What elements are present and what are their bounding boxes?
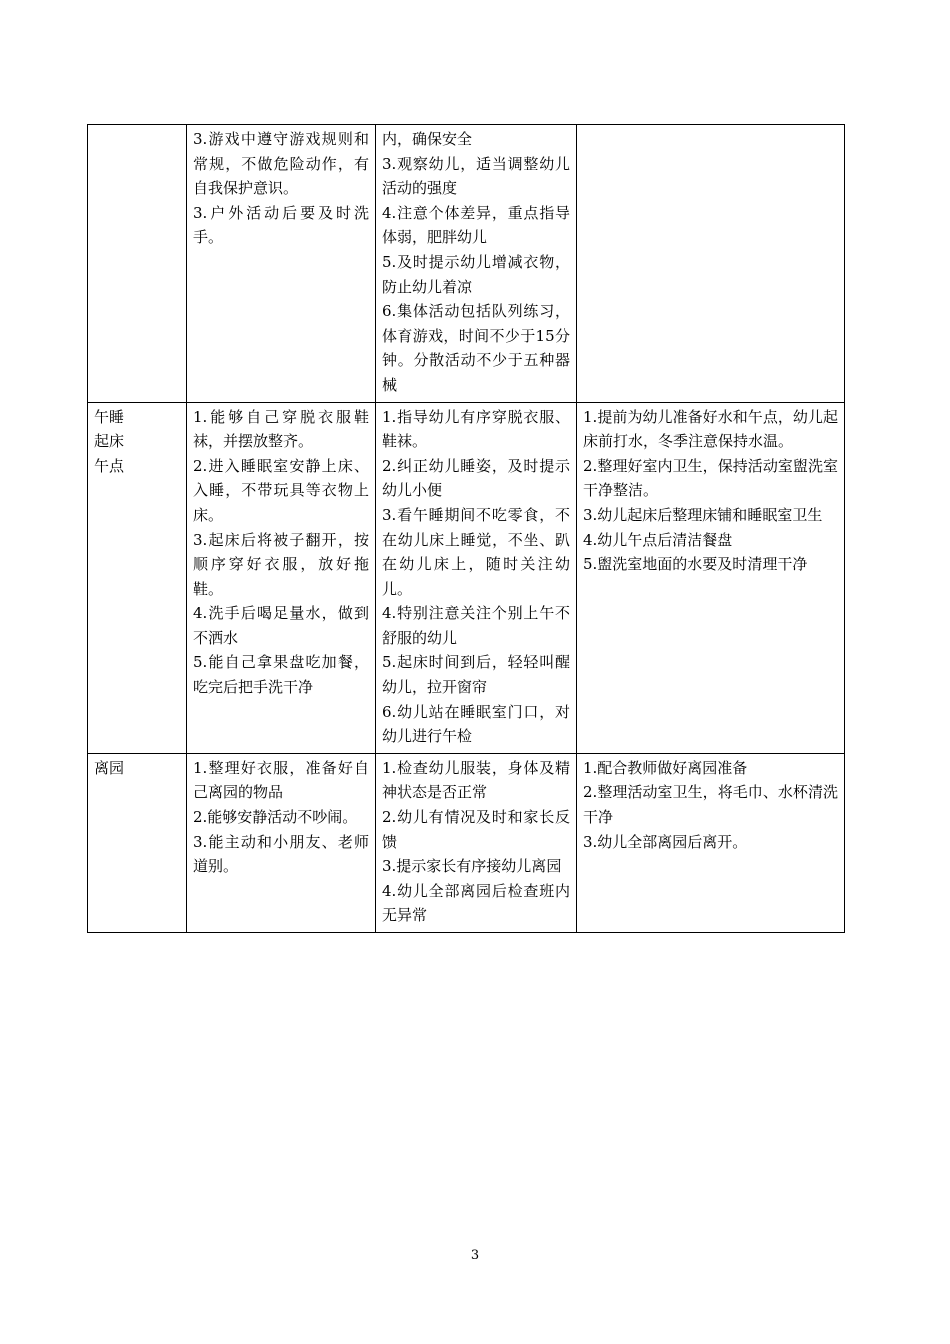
- teacher-duties-cell: [376, 753, 577, 932]
- page-number: 3: [470, 1248, 480, 1263]
- list-item: 3.户外活动后要及时洗手。: [193, 203, 369, 247]
- list-item: 3.起床后将被子翻开，按顺序穿好衣服，放好拖鞋。: [193, 530, 369, 598]
- list-item: 4.洗手后喝足量水，做到不洒水: [193, 604, 369, 647]
- list-item: 4.特别注意关注个别上午不舒服的幼儿: [382, 604, 570, 647]
- list-item: 1.检查幼儿服装，身体及精神状态是否正常: [382, 758, 570, 802]
- list-item: 3.幼儿全部离园后离开。: [583, 832, 748, 851]
- list-item: 5.及时提示幼儿增减衣物，防止幼儿着凉: [382, 252, 570, 296]
- teacher-duties-cell: [376, 125, 577, 403]
- list-item: 2.整理好室内卫生，保持活动室盥洗室干净整洁。: [583, 456, 838, 500]
- table-row-nap: [88, 402, 845, 753]
- list-item: 1.指导幼儿有序穿脱衣服、鞋袜。: [382, 407, 570, 451]
- child-requirements-cell: [187, 125, 376, 403]
- list-item: 1.提前为幼儿准备好水和午点，幼儿起床前打水，冬季注意保持水温。: [583, 407, 838, 451]
- period-cell: [88, 125, 187, 403]
- list-item: 2.进入睡眠室安静上床、入睡，不带玩具等衣物上床。: [193, 456, 369, 524]
- child-requirements-cell: [187, 402, 376, 753]
- daily-routine-table: [87, 124, 845, 933]
- list-item: 3.游戏中遵守游戏规则和常规，不做危险动作，有自我保护意识。: [193, 130, 369, 198]
- child-requirements-cell: [187, 753, 376, 932]
- list-item: 2.幼儿有情况及时和家长反馈: [382, 808, 570, 851]
- list-item: 2.能够安静活动不吵闹。: [193, 808, 358, 827]
- list-item: 3.能主动和小朋友、老师道别。: [193, 832, 369, 876]
- table-row-departure: [88, 753, 845, 932]
- list-item: 4.注意个体差异，重点指导体弱，肥胖幼儿: [382, 203, 570, 247]
- teacher-duties-cell: [376, 402, 577, 753]
- caregiver-duties-cell: [577, 125, 845, 403]
- period-label: 午点: [94, 456, 125, 475]
- caregiver-duties-cell: [577, 753, 845, 932]
- caregiver-duties-cell: [577, 402, 845, 753]
- period-cell: [88, 753, 187, 932]
- list-item: 内，确保安全: [382, 130, 473, 148]
- list-item: 1.能够自己穿脱衣服鞋袜，并摆放整齐。: [193, 407, 369, 451]
- list-item: 2.整理活动室卫生，将毛巾、水杯清洗干净: [583, 783, 838, 827]
- list-item: 6.集体活动包括队列练习，体育游戏，时间不少于15分钟。分散活动不少于五种器械: [382, 302, 570, 394]
- list-item: 5.能自己拿果盘吃加餐，吃完后把手洗干净: [193, 653, 369, 697]
- list-item: 4.幼儿午点后清洁餐盘: [583, 530, 733, 549]
- list-item: 3.看午睡期间不吃零食，不在幼儿床上睡觉，不坐、趴在幼儿床上，随时关注幼儿。: [382, 505, 570, 598]
- list-item: 6.幼儿站在睡眠室门口，对幼儿进行午检: [382, 702, 570, 746]
- list-item: 3.提示家长有序接幼儿离园: [382, 857, 562, 876]
- list-item: 5.盥洗室地面的水要及时清理干净: [583, 555, 808, 574]
- list-item: 3.观察幼儿，适当调整幼儿活动的强度: [382, 154, 570, 198]
- list-item: 1.配合教师做好离园准备: [583, 758, 748, 777]
- table-row-outdoor-continued: [88, 125, 845, 403]
- period-cell: [88, 402, 187, 753]
- list-item: 2.纠正幼儿睡姿，及时提示幼儿小便: [382, 456, 570, 500]
- period-label: 起床: [94, 432, 125, 451]
- period-label: 离园: [94, 758, 125, 777]
- period-label: 午睡: [94, 407, 125, 426]
- list-item: 3.幼儿起床后整理床铺和睡眠室卫生: [583, 505, 823, 524]
- list-item: 4.幼儿全部离园后检查班内无异常: [382, 881, 570, 925]
- list-item: 5.起床时间到后，轻轻叫醒幼儿，拉开窗帘: [382, 653, 570, 697]
- list-item: 1.整理好衣服，准备好自己离园的物品: [193, 758, 369, 802]
